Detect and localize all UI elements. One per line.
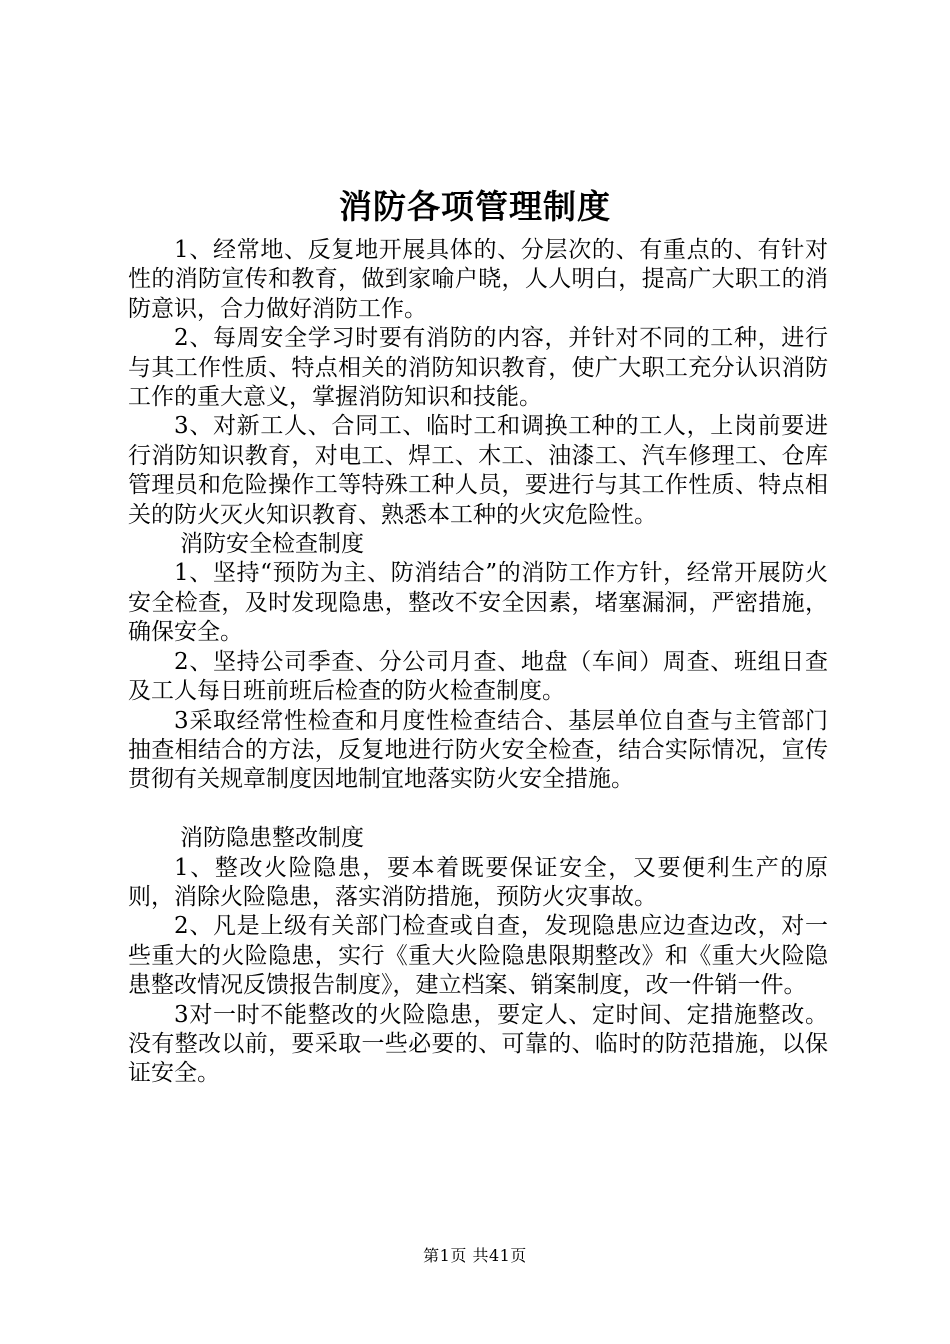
document-body	[128, 236, 828, 1089]
paragraph-6: 3采取经常性检查和月度性检查结合、基层单位自查与主管部门抽查相结合的方法，反复地进行防火安全检查，结合实际情况，宣传贯彻有关规章制度因地制宜地落实防火安全措施。	[128, 707, 828, 793]
paragraph-3: 3、对新工人、合同工、临时工和调换工种的工人，上岗前要进行消防知识教育，对电工、焊工、木工、油漆工、汽车修理工、仓库管理员和危险操作工等特殊工种人员，要进行与其工作性质、特点相关的防火灭火知识教育、熟悉本工种的火灾危险性。	[128, 413, 828, 528]
paragraph-2: 2、每周安全学习时要有消防的内容，并针对不同的工种，进行与其工作性质、特点相关的消防知识教育，使广大职工充分认识消防工作的重大意义，掌握消防知识和技能。	[128, 325, 828, 411]
paragraph-4: 1、坚持“预防为主、防消结合”的消防工作方针，经常开展防火安全检查，及时发现隐患，整改不安全因素，堵塞漏洞，严密措施，确保安全。	[128, 560, 828, 646]
paragraph-1: 1、经常地、反复地开展具体的、分层次的、有重点的、有针对性的消防宣传和教育，做到家喻户晓，人人明白，提高广大职工的消防意识，合力做好消防工作。	[128, 237, 828, 322]
page-title: 消防各项管理制度	[339, 187, 611, 226]
paragraph-7: 1、整改火险隐患，要本着既要保证安全，又要便利生产的原则，消除火险隐患，落实消防措施，预防火灾事故。	[128, 854, 828, 910]
paragraph-9: 3对一时不能整改的火险隐患，要定人、定时间、定措施整改。没有整改以前，要采取一些必要的、可靠的、临时的防范措施，以保证安全。	[128, 1001, 828, 1087]
page-number: 第1页 共41页	[423, 1246, 527, 1265]
section-heading-inspection: 消防安全检查制度	[180, 531, 364, 558]
section-heading-rectification: 消防隐患整改制度	[180, 825, 364, 852]
paragraph-5: 2、坚持公司季查、分公司月查、地盘（车间）周查、班组日查及工人每日班前班后检查的防火检查制度。	[128, 648, 828, 705]
paragraph-8: 2、凡是上级有关部门检查或自查，发现隐患应边查边改，对一些重大的火险隐患，实行《重大火险隐患限期整改》和《重大火险隐患整改情况反馈报告制度》，建立档案、销案制度，改一件销一件。	[128, 913, 828, 999]
blank-line	[128, 795, 828, 824]
